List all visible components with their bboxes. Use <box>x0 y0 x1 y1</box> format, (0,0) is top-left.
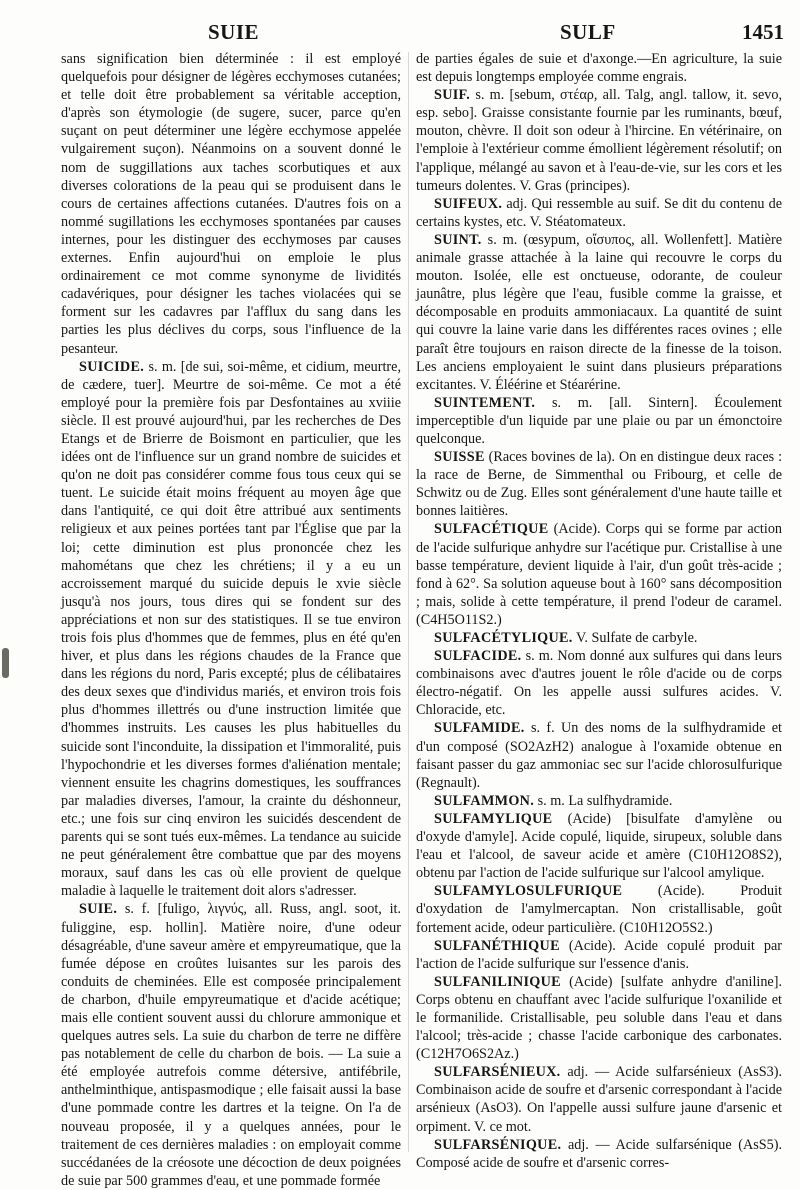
entry-sulfacide <box>416 647 782 719</box>
entry-body: s. m. Nom donné aux sulfures qui dans leurs combinaisons avec d'autres jouent le rôle d'acide ou de corps électro-négatif. On les appelle aussi sulfures acides. V. Chloracide, etc. <box>416 648 782 719</box>
entry-suicide <box>61 358 401 901</box>
entry-sulfammon <box>416 792 782 810</box>
entry-headword: SULFANILINIQUE <box>434 973 561 990</box>
entry-sulfarsenique <box>416 1136 782 1172</box>
continued-entry-text: de parties égales de suie et d'axonge.—En agriculture, la suie est depuis longtemps employée comme engrais. <box>416 51 782 86</box>
entry-headword: SULFACÉTYLIQUE. <box>434 630 573 646</box>
entry-headword: SUINT. <box>434 231 482 248</box>
entry-headword: SUIF. <box>434 87 471 104</box>
entry-body: s. m. [sebum, στέαρ, all. Talg, angl. tallow, it. sevo, esp. sebo]. Graisse consistante fournie par les ruminants, bœuf, mouton, chèvre. Il doit son odeur à l'hircine. En vétérinaire, on l'emploie à l'extérieur comme émollient légèrement résolutif; on l'applique, mélangé au savon et à l'eau-de-vie, sur les cors et les tumeurs dolentes. V. Gras (principes). <box>416 87 783 194</box>
entry-body: adj. — Acide sulfarsénieux (AsS3). Combinaison acide de soufre et d'arsenic correspondant à l'acide arsénieux (AsO3). On l'appelle aussi sulfure jaune d'arsenic et orpiment. V. ce mot. <box>416 1064 782 1135</box>
entry-suie <box>61 900 401 1190</box>
entry-suifeux <box>416 195 782 231</box>
entry-sulfamylosulfurique <box>416 882 782 936</box>
entry-headword: SULFAMMON. <box>434 792 535 809</box>
continued-entry-text: sans signification bien déterminée : il est employé quelquefois pour désigner de légères ecchymoses cutanées; et telle doit être probablement sa véritable acception, d'après son étymologie (de sugere, sucer, parce qu'en suçant on peut déterminer une légère ecchymose appelée vulgairement suçon). Néanmoins on a souvent donné le nom de suggillations aux taches scorbutiques et aux diverses colorations de la peau qui se produisent dans le cours de certaines affections cutanées. D'autres fois on a nommé sugillations les ecchymoses spontanées par causes internes, pour les distinguer des ecchymoses par causes externes. Enfin aujourd'hui on emploie le plus ordinairement ce mot comme synonyme de lividités cadavériques, pour désigner les taches violacées qui se forment sur les cadavres par l'afflux du sang dans les parties les plus déclives du corps, sous l'influence de la pesanteur. <box>61 51 401 357</box>
entry-sulfanethique <box>416 937 782 973</box>
entry-headword: SULFAMYLIQUE <box>434 810 553 827</box>
entry-body: (Acide) [bisulfate d'amylène ou d'oxyde d'amyle]. Acide copulé, liquide, sirupeux, soluble dans l'eau et l'alcool, de saveur acide et amère (C10H12O8S2), obtenu par l'action de l'acide sulfurique sur l'alcool amylique. <box>416 810 783 882</box>
entry-sulfanilinique <box>416 973 782 1063</box>
entry-headword: SULFAMYLOSULFURIQUE <box>434 883 623 900</box>
entry-suisse <box>416 448 782 520</box>
entry-body: s. f. [fuligo, λιγνύς, all. Russ, angl. soot, it. fuliggine, esp. hollin]. Matière noire, d'une odeur désagréable, d'une saveur amère et empyreumatique, que la fumée dépose en croûtes luisantes sur les parois des conduits de cheminées. Elle est composée principalement de charbon, d'huile empyreumatique et d'acide acétique; mais elle contient souvent aussi du chlorure ammonique et quelques autres sels. La suie du charbon de terre ne diffère pas notablement de celle du charbon de bois. — La suie a été employée autrefois comme détersive, antifébrile, anthelminthique, antispasmodique ; elle faisait aussi la base d'une pommade contre les dartres et la teigne. On l'a de nouveau proposée, il y a quelques années, pour le traitement de ces dernières maladies : on employait comme succédanées de la créosote une décoction de deux poignées de suie par 500 grammes d'eau, et une pommade formée <box>61 901 401 1189</box>
entry-body: (Acide). Corps qui se forme par action de l'acide sulfurique anhydre sur l'acétique pur. Cristallise à une basse température, devient liquide à l'air, d'un goût très-acide ; fond à 62°. Sa solution aqueuse bout à 160° sans décomposition ; mais, solide à cette température, il prend l'odeur de caramel. (C4H5O11S2.) <box>416 521 783 628</box>
entry-sulfacetique <box>416 520 782 629</box>
entry-body: s. m. (œsypum, οἴσυπος, all. Wollenfett]. Matière animale grasse attachée à la laine qui recouvre le corps du mouton. Isolée, elle est onctueuse, odorante, de couleur jaunâtre, plus légère que l'eau, fusible comme la graisse, et décomposable en produits ammoniacaux. La quantité de suint qui couvre la laine varie dans les différentes races ovines ; elle paraît être toujours en raison directe de la finesse de la toison. Les anciens employaient le suint dans plusieurs préparations excitantes. V. Éléérine et Stéarérine. <box>416 231 782 393</box>
entry-suif <box>416 86 782 195</box>
entry-body: (Acide). Acide copulé produit par l'action de l'acide sulfurique sur l'essence d'anis. <box>416 937 782 972</box>
entry-headword: SULFAMIDE. <box>434 720 525 737</box>
entry-headword: SULFACIDE. <box>434 648 522 665</box>
header-left-word: SUIE <box>208 20 260 44</box>
right-column <box>416 50 782 1172</box>
entry-body: s. m. [all. Sintern]. Écoulement imperceptible d'un liquide par une plaie ou par un émonctoire quelconque. <box>416 394 783 447</box>
entry-headword: SULFACÉTIQUE <box>434 521 549 538</box>
header-right-word: SULF <box>560 20 616 44</box>
entry-sulfamylique <box>416 810 782 882</box>
entry-headword: SUISSE <box>434 449 485 466</box>
entry-headword: SUIE. <box>79 901 118 918</box>
entry-body: (Acide) [sulfate anhydre d'aniline]. Corps obtenu en chauffant avec l'acide sulfurique l'oxanilide et le formanilide. Cristallisable, peu soluble dans l'eau et dans l'alcool; très-acide ; chasse l'acide carbonique des carbonates. (C12H7O6S2Az.) <box>416 973 782 1063</box>
entry-suint <box>416 231 782 394</box>
page-number: 1451 <box>742 20 784 44</box>
entry-body: s. m. [de sui, soi-même, et cidium, meurtre, de cædere, tuer]. Meurtre de soi-même. Ce mot a été employé pour la première fois par Desfontaines au xviiie siècle. Il est prouvé aujourd'hui, par les recherches de Des Etangs et de Brierre de Boismont en particulier, que les idées ont de l'influence sur un grand nombre de suicides et qu'on ne doit pas considérer comme fous tous ceux qui se tuent. Le suicide était moins fréquent au moyen âge que dans l'antiquité, ce qui doit être attribué aux sentiments religieux et aux peines portées tant par l'Église que par la loi; cette diminution est plus prononcée chez les mahométans que chez les chrétiens; il y a eu un accroissement marqué du suicide depuis le xvie siècle jusqu'à nos jours, tous dires qui se fondent sur des appréciations et non sur des statistiques. Il se tue environ trois fois plus d'hommes que de femmes, plus en été qu'en hiver, et plus dans les régions chaudes de la France que dans les régions du nord, Paris excepté; plus de célibataires des deux sexes que d'individus mariés, et environ trois fois plus d'hommes illettrés ou d'une instruction limitée que d'hommes instruits. Les causes les plus habituelles du suicide sont l'inconduite, la dissipation et l'immoralité, puis l'hypochondrie et les diverses formes d'aliénation mentale; viennent ensuite les chagrins domestiques, les souffrances par maladies diverses, l'amour, la crainte du déshonneur, etc.; une fois sur cinq environ les suicidés descendent de parents qui se sont tués eux-mêmes. La tendance au suicide ne peut généralement être combattue que par des moyens moraux, sauf dans les cas où elle provient de quelque maladie à laquelle le traitement doit alors s'adresser. <box>61 358 402 900</box>
column-divider <box>408 52 409 1152</box>
entry-headword: SUICIDE. <box>79 358 145 375</box>
left-column <box>61 50 401 1190</box>
entry-sulfacetylique <box>416 629 782 647</box>
entry-body: (Races bovines de la). On en distingue deux races : la race de Berne, de Simmenthal ou Fribourg, et celle de Schwitz ou de Zug. Elles sont généralement d'une haute taille et bonnes laitières. <box>416 449 783 520</box>
entry-body: s. f. Un des noms de la sulfhydramide et d'un composé (SO2AzH2) analogue à l'oxamide obtenue en faisant passer du gaz ammoniac sec sur l'acide chlorosulfurique (Regnault). <box>416 720 783 791</box>
entry-body: V. Sulfate de carbyle. <box>575 630 698 646</box>
entry-headword: SUINTEMENT. <box>434 394 536 411</box>
entry-headword: SULFARSÉNIQUE. <box>434 1136 562 1153</box>
entry-headword: SUIFEUX. <box>434 195 503 212</box>
entry-headword: SULFANÉTHIQUE <box>434 937 560 954</box>
entry-body: (Acide). Produit d'oxydation de l'amylmercaptan. Non cristallisable, goût fortement acide, odeur particulière. (C10H12O5S2.) <box>416 883 783 936</box>
margin-ink-mark <box>2 648 9 678</box>
entry-headword: SULFARSÉNIEUX. <box>434 1064 561 1081</box>
entry-sulfamide <box>416 719 782 791</box>
entry-body: s. m. La sulfhydramide. <box>537 792 673 809</box>
running-head <box>0 18 800 48</box>
entry-body: adj. Qui ressemble au suif. Se dit du contenu de certains kystes, etc. V. Stéatomateux. <box>416 195 783 230</box>
entry-sulfarsenieux <box>416 1063 782 1135</box>
entry-suintement <box>416 394 782 448</box>
entry-body: adj. — Acide sulfarsénique (AsS5). Composé acide de soufre et d'arsenic corres- <box>416 1136 782 1171</box>
